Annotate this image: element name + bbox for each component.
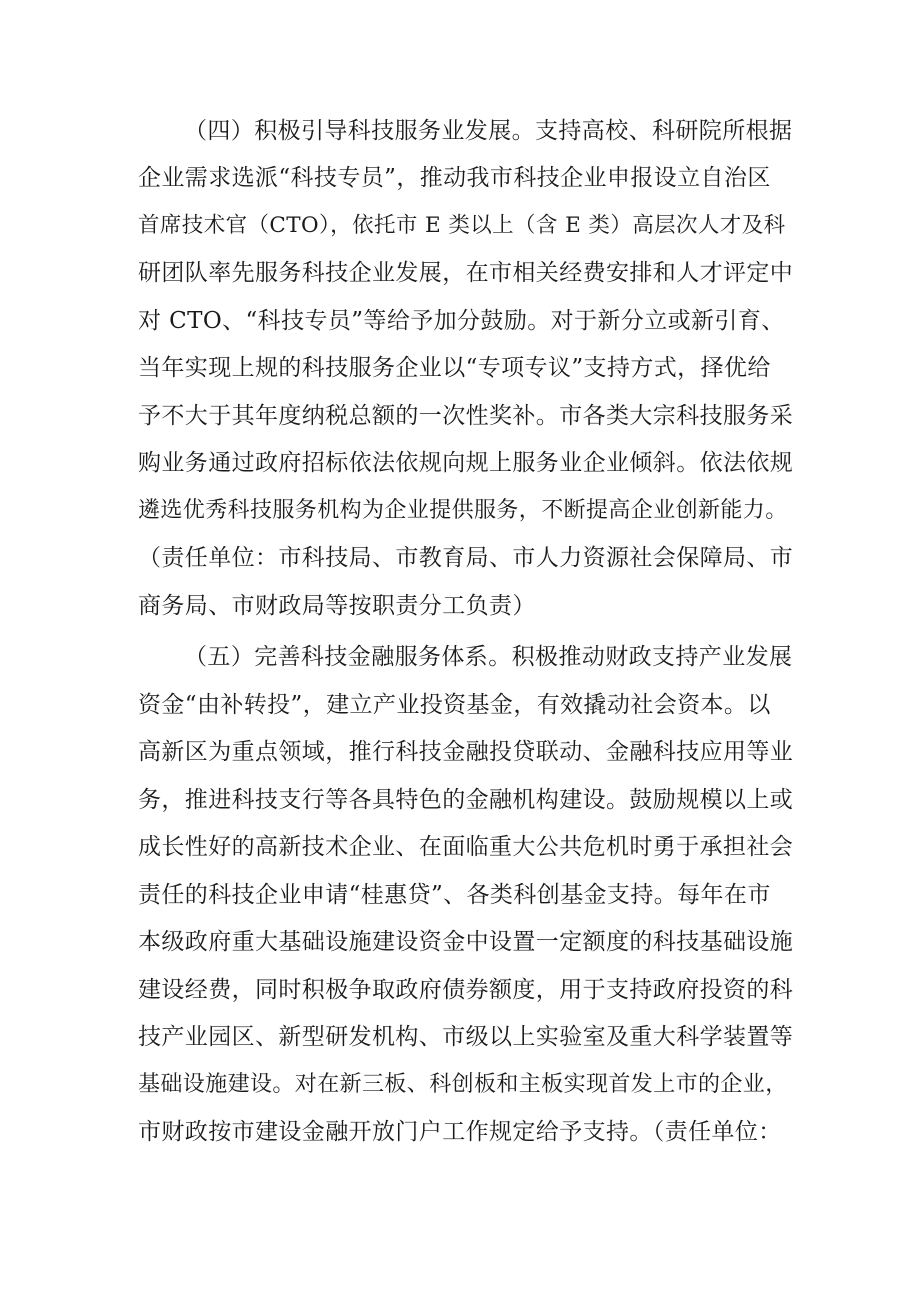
paragraph-5-line: 技产业园区、新型研发机构、市级以上实验室及重大科学装置等 <box>138 1024 794 1050</box>
paragraph-5-line: 高新区为重点领域，推行科技金融投贷联动、金融科技应用等业 <box>138 739 794 765</box>
paragraph-5-line: 责任的科技企业申请“桂惠贷”、各类科创基金支持。每年在市 <box>138 882 771 908</box>
paragraph-4-line: 予不大于其年度纳税总额的一次性奖补。市各类大宗科技服务采 <box>138 403 794 429</box>
paragraph-5-line: 务，推进科技支行等各具特色的金融机构建设。鼓励规模以上或 <box>138 787 794 813</box>
paragraph-5-line: 市财政按市建设金融开放门户工作规定给予支持。（责任单位： <box>138 1119 782 1145</box>
paragraph-5-line: 建设经费，同时积极争取政府债券额度，用于支持政府投资的科 <box>138 977 794 1003</box>
paragraph-5-line: 基础设施建设。对在新三板、科创板和主板实现首发上市的企业， <box>138 1072 788 1097</box>
paragraph-4-line: 遴选优秀科技服务机构为企业提供服务，不断提高企业创新能力。 <box>138 498 788 523</box>
paragraph-4-line: 商务局、市财政局等按职责分工负责） <box>138 593 536 619</box>
paragraph-4-line: 当年实现上规的科技服务企业以“专项专议”支持方式，择优给 <box>138 355 771 381</box>
paragraph-4-line: 购业务通过政府招标依法依规向规上服务业企业倾斜。依法依规 <box>138 450 794 476</box>
paragraph-4-line: （责任单位：市科技局、市教育局、市人力资源社会保障局、市 <box>138 545 794 571</box>
paragraph-4-line: 研团队率先服务科技企业发展，在市相关经费安排和人才评定中 <box>138 260 794 286</box>
paragraph-4-line: 企业需求选派“科技专员”，推动我市科技企业申报设立自治区 <box>138 165 771 191</box>
paragraph-5-line: 成长性好的高新技术企业、在面临重大公共危机时勇于承担社会 <box>138 834 794 860</box>
paragraph-5-line: 资金“由补转投”，建立产业投资基金，有效撬动社会资本。以 <box>138 692 771 718</box>
paragraph-4-line: 对 CTO、“科技专员”等给予加分鼓励。对于新分立或新引育、 <box>138 308 785 334</box>
paragraph-5-line: （五）完善科技金融服务体系。积极推动财政支持产业发展 <box>184 644 793 670</box>
paragraph-5-line: 本级政府重大基础设施建设资金中设置一定额度的科技基础设施 <box>138 929 794 955</box>
paragraph-4-line: （四）积极引导科技服务业发展。支持高校、科研院所根据 <box>184 118 793 144</box>
paragraph-4-line: 首席技术官（CTO），依托市 E 类以上（含 E 类）高层次人才及科 <box>138 213 786 238</box>
